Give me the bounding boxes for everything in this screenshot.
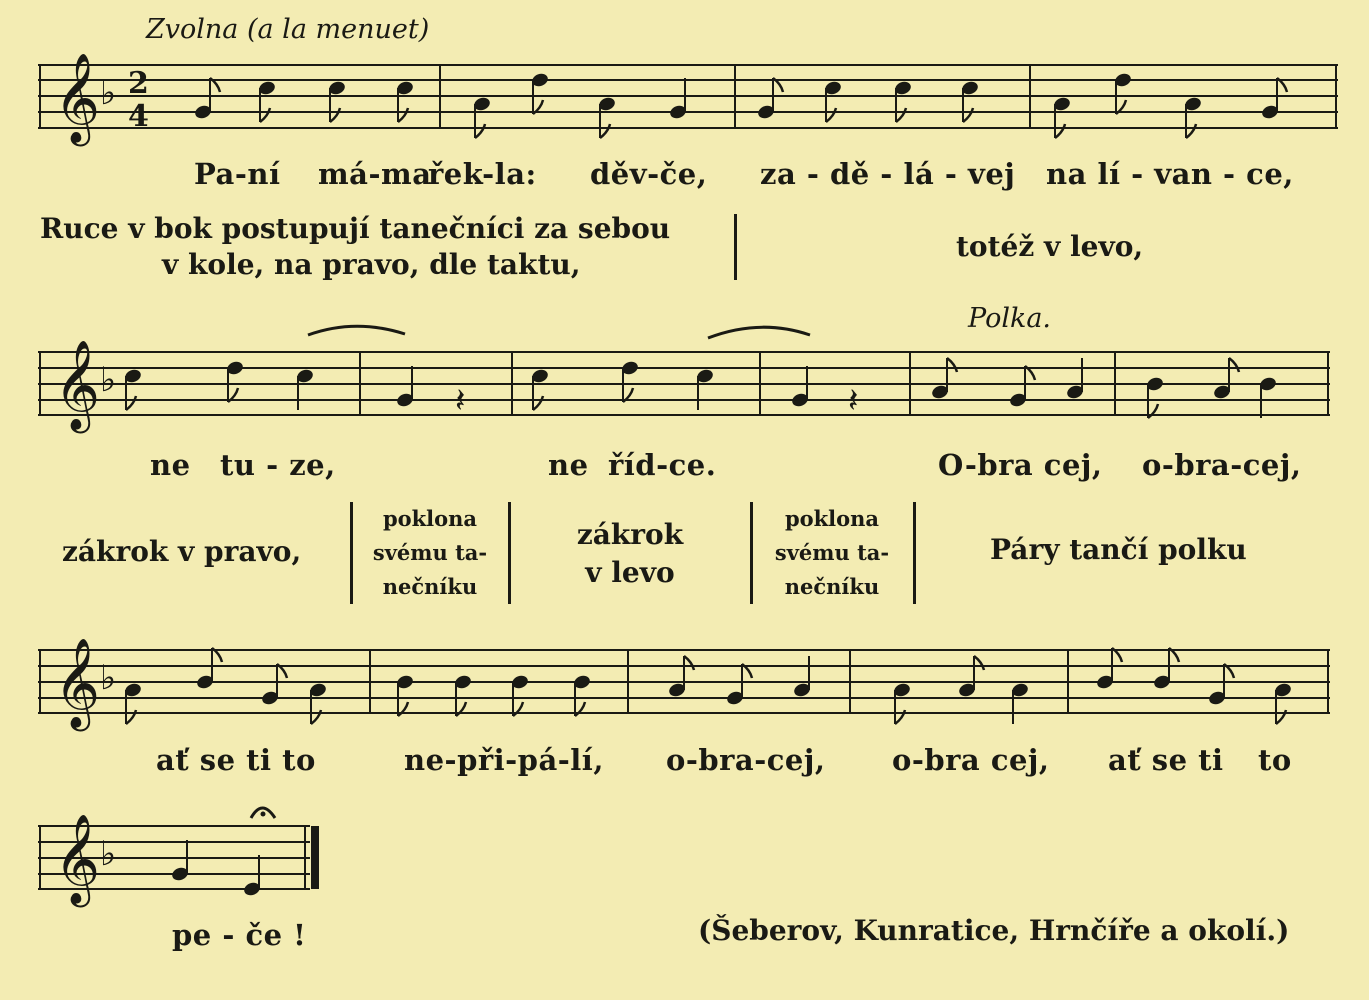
lyric-syllable: o-bra cej, xyxy=(892,743,1050,777)
note-head xyxy=(572,674,591,716)
note-head xyxy=(257,80,276,122)
quarter-rest-icon: 𝄽 xyxy=(848,381,859,421)
flat-icon: ♭ xyxy=(100,834,117,874)
note-head xyxy=(597,96,616,138)
treble-clef-icon: 𝄞 xyxy=(54,814,101,904)
dance-instruction: totéž v levo, xyxy=(956,230,1144,263)
lyric-syllable: ne-při-pá-lí, xyxy=(404,743,604,777)
staff-2 xyxy=(38,352,1330,415)
lyric-syllable: na lí - van - ce, xyxy=(1046,157,1294,191)
note-head xyxy=(242,855,261,897)
dance-instruction: poklona xyxy=(382,506,478,531)
note-head xyxy=(620,360,639,402)
lyric-syllable: pe - če ! xyxy=(172,918,307,952)
note-head xyxy=(193,78,220,120)
note-head xyxy=(756,78,783,120)
note-head xyxy=(530,368,549,410)
lyric-syllable: ne xyxy=(150,448,191,482)
note-head xyxy=(195,648,222,690)
note-head xyxy=(1008,366,1035,408)
note-head xyxy=(1052,96,1071,138)
note-head xyxy=(725,664,752,706)
dance-instruction: nečníku xyxy=(784,574,880,599)
note-head xyxy=(510,674,529,716)
note-head xyxy=(892,682,911,724)
note-head xyxy=(1212,358,1239,400)
lyric-syllable: za - dě - lá - vej xyxy=(760,157,1016,191)
lyric-syllable: o-bra-cej, xyxy=(1142,448,1302,482)
time-signature-top: 2 xyxy=(128,66,149,101)
note-head xyxy=(1258,376,1277,418)
dance-instruction-box xyxy=(762,502,902,604)
note-head xyxy=(957,656,984,698)
note-head xyxy=(395,674,414,716)
dance-instruction: zákrok v pravo, xyxy=(62,535,302,568)
note-head xyxy=(225,360,244,402)
lyric-syllable: děv-če, xyxy=(590,157,708,191)
flat-icon: ♭ xyxy=(100,73,117,113)
lyric-syllable: má-ma xyxy=(318,157,432,191)
note-head xyxy=(295,368,314,410)
time-signature-bottom: 4 xyxy=(128,99,149,134)
note-head xyxy=(1145,376,1164,418)
dance-instruction: v kole, na pravo, dle taktu, xyxy=(162,248,581,281)
note-head xyxy=(667,656,694,698)
note-head xyxy=(395,366,414,408)
quarter-rest-icon: 𝄽 xyxy=(455,381,466,421)
note-head xyxy=(395,80,414,122)
dance-instruction-box xyxy=(362,502,498,604)
lyric-syllable: ať se ti to xyxy=(156,743,316,777)
tempo-mark-polka: Polka. xyxy=(968,303,1052,334)
tempo-mark: Zvolna (a la menuet) xyxy=(146,14,430,45)
note-head xyxy=(1273,682,1292,724)
lyric-syllable: řek-la: xyxy=(428,157,537,191)
lyric-syllable: ať se ti xyxy=(1108,743,1224,777)
note-head xyxy=(668,78,687,120)
note-head xyxy=(530,72,549,114)
dance-instruction: Ruce v bok postupují tanečníci za sebou xyxy=(40,212,671,245)
lyric-syllable: tu - ze, xyxy=(220,448,336,482)
note-head xyxy=(790,366,809,408)
dance-instruction: poklona xyxy=(784,506,880,531)
note-head xyxy=(1095,648,1122,690)
dance-instruction: nečníku xyxy=(382,574,478,599)
dance-instruction: zákrok xyxy=(576,518,684,551)
dance-instruction: svému ta- xyxy=(774,540,890,565)
flat-icon: ♭ xyxy=(100,658,117,698)
note-head xyxy=(893,80,912,122)
note-head xyxy=(792,656,811,698)
divider xyxy=(350,502,353,604)
note-head xyxy=(823,80,842,122)
note-head xyxy=(453,674,472,716)
note-head xyxy=(472,96,491,138)
lyric-syllable: o-bra-cej, xyxy=(666,743,826,777)
note-head xyxy=(123,682,142,724)
note-head xyxy=(1152,648,1179,690)
dance-instruction-box xyxy=(520,516,740,592)
dance-instruction: Páry tančí polku xyxy=(990,533,1247,566)
note-head xyxy=(327,80,346,122)
divider xyxy=(734,214,737,280)
note-head xyxy=(1183,96,1202,138)
treble-clef-icon: 𝄞 xyxy=(54,638,101,728)
note-head xyxy=(930,358,957,400)
note-head xyxy=(960,80,979,122)
note-head xyxy=(695,368,714,410)
lyric-syllable: O-bra cej, xyxy=(938,448,1103,482)
note-head xyxy=(260,664,287,706)
treble-clef-icon: 𝄞 xyxy=(54,340,101,430)
lyric-syllable: to xyxy=(1258,743,1292,777)
treble-clef-icon: 𝄞 xyxy=(54,53,101,143)
note-head xyxy=(1065,358,1084,400)
note-head xyxy=(308,682,327,724)
note-head xyxy=(170,840,189,882)
flat-icon: ♭ xyxy=(100,360,117,400)
slur xyxy=(308,326,405,335)
divider xyxy=(750,502,753,604)
dance-instruction: svému ta- xyxy=(372,540,488,565)
note-head xyxy=(1113,72,1132,114)
slur xyxy=(708,327,810,338)
note-head xyxy=(123,368,142,410)
divider xyxy=(508,502,511,604)
note-head xyxy=(1260,78,1287,120)
lyric-syllable: říd-ce. xyxy=(608,448,717,482)
divider xyxy=(913,502,916,604)
lyric-syllable: Pa-ní xyxy=(194,157,281,191)
lyric-syllable: ne xyxy=(548,448,589,482)
final-barline xyxy=(311,826,319,889)
staff-1 xyxy=(38,65,1338,128)
dance-instruction: v levo xyxy=(585,556,675,589)
source-attribution: (Šeberov, Kunratice, Hrnčíře a okolí.) xyxy=(698,914,1290,947)
note-head xyxy=(1010,682,1029,724)
note-head xyxy=(1207,664,1234,706)
